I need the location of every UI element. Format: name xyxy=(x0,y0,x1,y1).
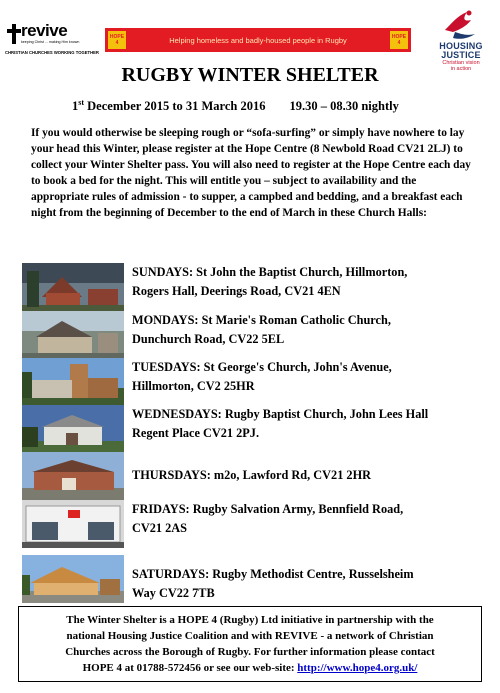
venue-sunday-line2: Rogers Hall, Deerings Road, CV21 4EN xyxy=(132,284,341,298)
cross-icon xyxy=(7,24,21,44)
venue-monday-line2: Dunchurch Road, CV22 5EL xyxy=(132,332,285,346)
venue-photo xyxy=(22,358,124,406)
venue-photo xyxy=(22,500,124,548)
venue-wednesday-line2: Regent Place CV21 2PJ. xyxy=(132,426,260,440)
venue-tuesday-line1: TUESDAYS: St George's Church, John's Avenue, xyxy=(132,360,392,374)
venue-thursday-line1: THURSDAYS: m2o, Lawford Rd, CV21 2HR xyxy=(132,468,372,482)
revive-logo-subtitle: CHRISTIAN CHURCHES WORKING TOGETHER xyxy=(5,50,99,55)
venue-photo xyxy=(22,555,124,603)
housing-justice-tagline2: in action xyxy=(450,66,472,72)
opening-hours: 19.30 – 08.30 nightly xyxy=(289,99,399,114)
footer-line1: The Winter Shelter is a HOPE 4 (Rugby) Ltd initiative in partnership with the xyxy=(66,614,434,626)
venue-wednesday-line1: WEDNESDAYS: Rugby Baptist Church, John Lees Hall xyxy=(132,407,429,421)
footer-info-box xyxy=(18,606,482,682)
hope4-badge-right: HOPE 4 xyxy=(390,31,408,49)
venue-photo xyxy=(22,452,124,500)
footer-line2: national Housing Justice Coalition and with REVIVE - a network of Christian xyxy=(66,630,434,642)
housing-justice-line2: JUSTICE xyxy=(441,50,481,60)
venue-saturday-line2: Way CV22 7TB xyxy=(132,586,215,600)
hope4-badge-left: HOPE 4 xyxy=(108,31,126,49)
revive-logo-name: revive xyxy=(21,21,68,40)
intro-paragraph: If you would otherwise be sleeping rough or “sofa-surfing” or simply have nowhere to lay your head this Winter, please register at the Hope Centre (8 Newbold Road CV21 2LJ) to collect your Winter Shelter pass. You will also need to register at the Hope Centre each day to book a bed for the night. This will entitle you – subject to availability and the appropriate rules of admission - to supper, a campbed and bedding, and a breakfast each night from the beginning of December to the end of March in these Church Halls: xyxy=(31,127,471,219)
venue-saturday-line1: SATURDAYS: Rugby Methodist Centre, Russelsheim xyxy=(132,567,414,581)
start-day-suffix: st xyxy=(78,98,85,107)
revive-logo-tagline: keeping Christ ... making Him known xyxy=(21,40,80,44)
hope4-banner xyxy=(105,28,411,52)
revive-logo xyxy=(5,21,99,68)
venue-photo xyxy=(22,263,124,311)
page-title: RUGBY WINTER SHELTER xyxy=(121,64,379,86)
housing-justice-tagline1: Christian vision xyxy=(442,60,480,66)
venue-friday-line2: CV21 2AS xyxy=(132,521,187,535)
venue-tuesday-line2: Hillmorton, CV2 25HR xyxy=(132,379,255,393)
dove-icon xyxy=(441,6,481,42)
housing-justice-line1: HOUSING xyxy=(439,41,483,51)
venue-photo xyxy=(22,311,124,359)
dates-line xyxy=(72,98,399,114)
venue-monday-line1: MONDAYS: St Marie's Roman Catholic Church, xyxy=(132,313,391,327)
venue-friday-line1: FRIDAYS: Rugby Salvation Army, Bennfield Road, xyxy=(132,502,404,516)
venue-photo xyxy=(22,405,124,453)
footer-line4 xyxy=(19,660,481,676)
date-range: December 2015 to 31 March 2016 xyxy=(84,99,266,114)
footer-line3: Churches across the Borough of Rugby. For further information please contact xyxy=(65,646,435,658)
hope4-banner-text: Helping homeless and badly-housed people in Rugby xyxy=(169,35,347,45)
website-link[interactable]: http://www.hope4.org.uk/ xyxy=(297,662,418,674)
footer-contact: HOPE 4 at 01788-572456 or see our web-site: xyxy=(82,662,298,674)
start-day: 1 xyxy=(72,99,79,114)
venue-sunday-line1: SUNDAYS: St John the Baptist Church, Hillmorton, xyxy=(132,265,408,279)
